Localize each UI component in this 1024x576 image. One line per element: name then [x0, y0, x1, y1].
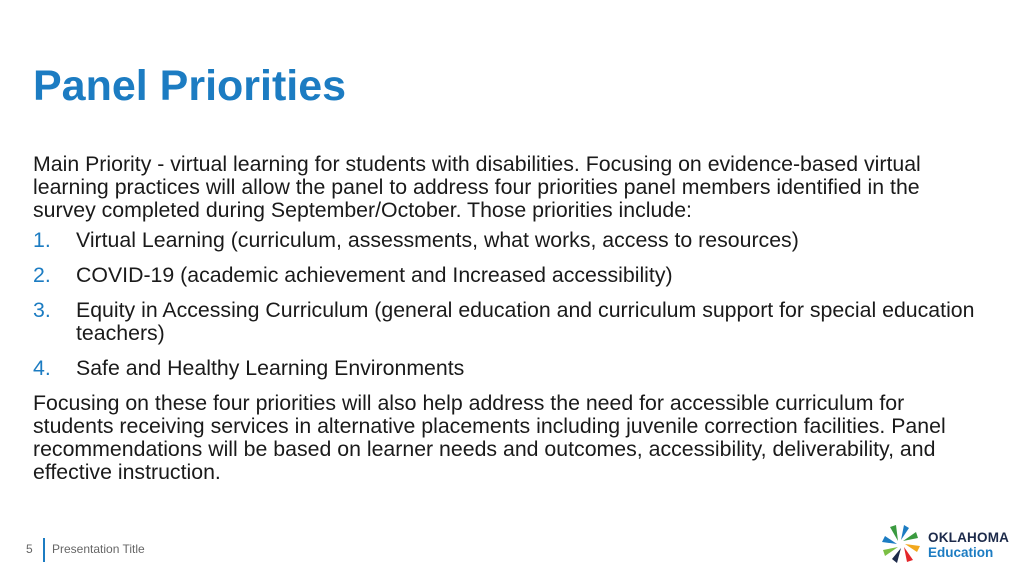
footer-divider — [43, 538, 45, 562]
logo-text-education: Education — [928, 545, 994, 560]
priority-list — [33, 229, 983, 380]
priority-text: Safe and Healthy Learning Environments — [76, 356, 465, 380]
page-number: 5 — [26, 542, 33, 556]
closing-paragraph: Focusing on these four priorities will also help address the need for accessible curriculum for students receiving services in alternative placements including juvenile correction facilities. Panel recommendations will be based on learner needs and outcomes, accessibility, deliverability, and effective instruction. — [33, 391, 946, 484]
priority-text: Virtual Learning (curriculum, assessments, what works, access to resources) — [76, 228, 799, 252]
oklahoma-education-logo — [878, 521, 1008, 567]
priority-item — [33, 299, 983, 345]
slide-body — [33, 153, 983, 491]
logo-text-oklahoma: OKLAHOMA — [928, 530, 1010, 545]
footer-presentation-title: Presentation Title — [52, 542, 145, 556]
priority-number: 2. — [33, 263, 51, 287]
priority-number: 1. — [33, 228, 51, 252]
priority-item — [33, 357, 983, 380]
priority-text: Equity in Accessing Curriculum (general education and curriculum support for special education teachers) — [76, 298, 975, 345]
oklahoma-star-logo-icon — [878, 521, 924, 567]
priority-item — [33, 264, 983, 287]
priority-number: 4. — [33, 356, 51, 380]
priority-number: 3. — [33, 298, 51, 322]
slide-title: Panel Priorities — [33, 62, 347, 110]
priority-item — [33, 229, 983, 252]
priority-text: COVID-19 (academic achievement and Increased accessibility) — [76, 263, 673, 287]
intro-paragraph: Main Priority - virtual learning for students with disabilities. Focusing on evidence-based virtual learning practices will allow the panel to address four priorities panel members identified in the survey completed during September/October. Those priorities include: — [33, 152, 921, 222]
